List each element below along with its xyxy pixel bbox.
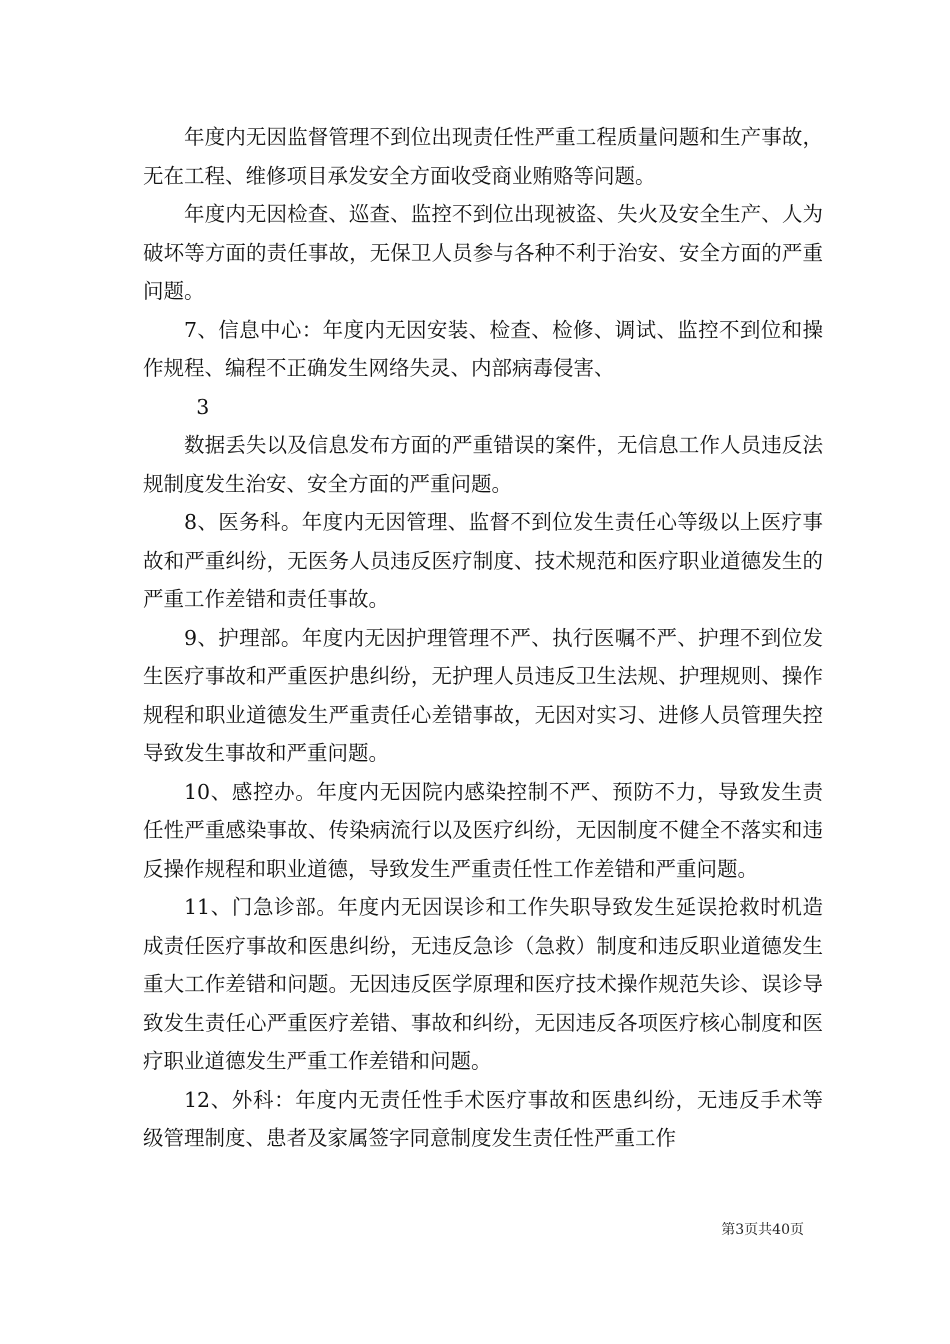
paragraph-surgery: 12、外科：年度内无责任性手术医疗事故和医患纠纷，无违反手术等级管理制度、患者及家属签字同意制度发生责任性严重工作 <box>143 1087 823 1150</box>
paragraph-outpatient-emergency: 11、门急诊部。年度内无因误诊和工作失职导致发生延误抢救时机造成责任医疗事故和医患纠纷，无违反急诊（急救）制度和违反职业道德发生重大工作差错和问题。无因违反医学原理和医疗技术操作规范失诊、误诊导致发生责任心严重医疗差错、事故和纠纷，无因违反各项医疗核心制度和医疗职业道德发生严重工作差错和问题。 <box>143 895 823 1073</box>
paragraph-security: 年度内无因检查、巡查、监控不到位出现被盗、失火及安全生产、人为破坏等方面的责任事故，无保卫人员参与各种不利于治安、安全方面的严重问题。 <box>143 202 823 303</box>
paragraph-info-center-cont: 数据丢失以及信息发布方面的严重错误的案件，无信息工作人员违反法规制度发生治安、安全方面的严重问题。 <box>143 433 823 496</box>
inline-page-number: 3 <box>196 394 210 419</box>
page-footer: 第3页共40页 <box>721 1222 804 1238</box>
paragraph-info-center: 7、信息中心：年度内无因安装、检查、检修、调试、监控不到位和操作规程、编程不正确发生网络失灵、内部病毒侵害、 <box>143 317 823 380</box>
paragraph-infection-control: 10、感控办。年度内无因院内感染控制不严、预防不力，导致发生责任性严重感染事故、传染病流行以及医疗纠纷，无因制度不健全不落实和违反操作规程和职业道德，导致发生严重责任性工作差错和严重问题。 <box>143 779 823 881</box>
paragraph-supervision: 年度内无因监督管理不到位出现责任性严重工程质量问题和生产事故，无在工程、维修项目承发安全方面收受商业贿赂等问题。 <box>143 125 823 188</box>
document-body <box>143 118 823 1158</box>
paragraph-medical-affairs: 8、医务科。年度内无因管理、监督不到位发生责任心等级以上医疗事故和严重纠纷，无医务人员违反医疗制度、技术规范和医疗职业道德发生的严重工作差错和责任事故。 <box>143 510 823 611</box>
paragraph-nursing: 9、护理部。年度内无因护理管理不严、执行医嘱不严、护理不到位发生医疗事故和严重医护患纠纷，无护理人员违反卫生法规、护理规则、操作规程和职业道德发生严重责任心差错事故，无因对实习、进修人员管理失控导致发生事故和严重问题。 <box>143 625 823 765</box>
